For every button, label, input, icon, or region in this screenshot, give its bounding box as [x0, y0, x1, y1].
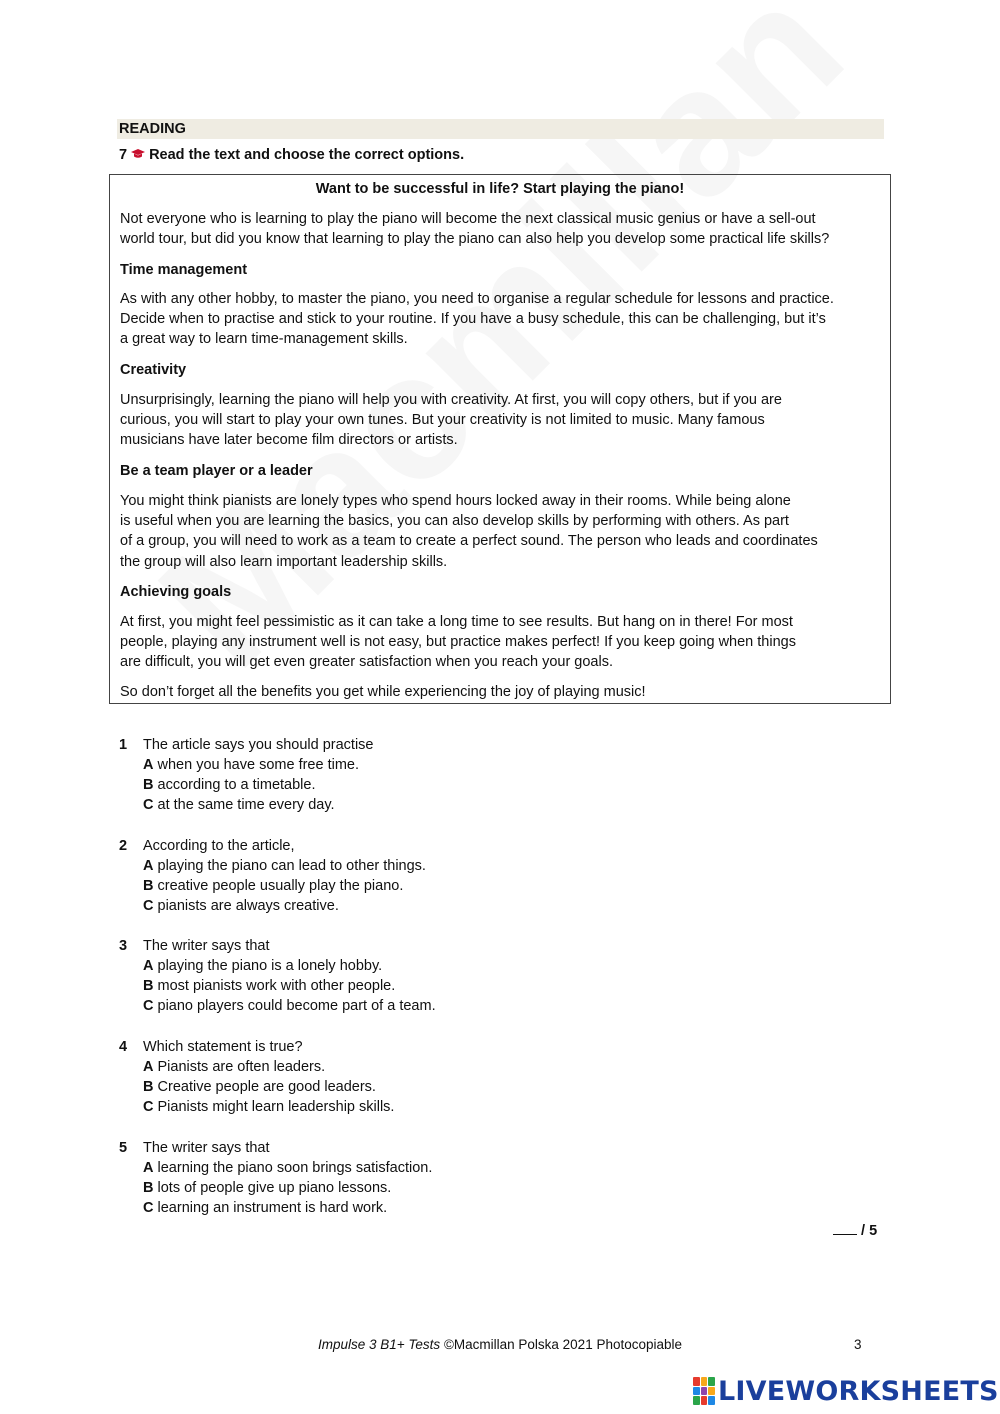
- paragraph-line: the group will also learn important leadership skills.: [120, 553, 448, 570]
- score-blank[interactable]: [833, 1220, 857, 1235]
- option-letter: B: [143, 1180, 154, 1196]
- paragraph-line: You might think pianists are lonely types who spend hours locked away in their rooms. While being alone: [120, 493, 791, 509]
- option-b[interactable]: [143, 775, 316, 795]
- heading-achieving-goals: Achieving goals: [120, 584, 232, 600]
- question-stem: The article says you should practise: [143, 737, 374, 753]
- footer-book-title: Impulse 3 B1+ Tests: [317, 1337, 441, 1352]
- paragraph-line: are difficult, you will get even greater satisfaction when you reach your goals.: [120, 654, 613, 671]
- option-text: at the same time every day.: [157, 797, 335, 813]
- paragraph-line: musicians have later become film directors or artists.: [120, 432, 458, 449]
- option-b[interactable]: [143, 976, 395, 996]
- option-text: pianists are always creative.: [157, 898, 339, 914]
- heading-team-player: Be a team player or a leader: [120, 463, 313, 479]
- section-label: READING: [117, 119, 884, 139]
- option-letter: B: [143, 1079, 154, 1095]
- article-intro-line: Not everyone who is learning to play the piano will become the next classical music genius or have a sell-out: [120, 211, 816, 227]
- article-intro: [120, 209, 890, 249]
- option-text: learning the piano soon brings satisfaction.: [157, 1160, 433, 1176]
- graduation-cap-icon: [131, 149, 145, 159]
- score-total: / 5: [861, 1223, 878, 1239]
- option-letter: A: [143, 757, 154, 773]
- paragraph-line: At first, you might feel pessimistic as it can take a long time to see results. But hang on in there! For most: [120, 614, 793, 630]
- option-letter: B: [143, 777, 154, 793]
- option-letter: C: [143, 797, 154, 813]
- paragraph-time-management: [120, 289, 890, 350]
- option-c[interactable]: [143, 996, 436, 1016]
- option-text: learning an instrument is hard work.: [157, 1200, 388, 1216]
- option-c[interactable]: [143, 1198, 387, 1218]
- question-stem: Which statement is true?: [143, 1039, 303, 1055]
- question-stem: According to the article,: [143, 838, 295, 854]
- question-number: 1: [119, 737, 128, 753]
- paragraph-line: Unsurprisingly, learning the piano will help you with creativity. At first, you will copy others, but if you are: [120, 392, 782, 408]
- page-footer: [0, 1336, 1000, 1354]
- option-text: Pianists might learn leadership skills.: [157, 1099, 395, 1115]
- heading-time-management: Time management: [120, 262, 248, 278]
- option-b[interactable]: [143, 1178, 391, 1198]
- article-title: Want to be successful in life? Start playing the piano!: [315, 181, 685, 197]
- paragraph-creativity: [120, 390, 890, 451]
- article-intro-line: world tour, but did you know that learning to play the piano can also help you develop some practical life skills?: [120, 231, 830, 248]
- paragraph-line: As with any other hobby, to master the piano, you need to organise a regular schedule for lessons and practice.: [120, 291, 834, 307]
- option-text: playing the piano can lead to other things.: [157, 858, 426, 874]
- option-letter: B: [143, 878, 154, 894]
- option-c[interactable]: [143, 896, 339, 916]
- task-number: 7: [119, 147, 128, 163]
- liveworksheets-logo: [693, 1374, 999, 1408]
- logo-blocks-icon: [693, 1377, 715, 1405]
- option-text: most pianists work with other people.: [157, 978, 396, 994]
- option-letter: C: [143, 898, 154, 914]
- question-number: 5: [119, 1140, 128, 1156]
- paragraph-line: is useful when you are learning the basics, you can also develop skills by performing with others. As part: [120, 513, 789, 530]
- option-text: piano players could become part of a team.: [157, 998, 436, 1014]
- option-text: Pianists are often leaders.: [157, 1059, 326, 1075]
- option-letter: A: [143, 958, 154, 974]
- question-number: 4: [119, 1039, 128, 1055]
- option-text: according to a timetable.: [157, 777, 316, 793]
- option-a[interactable]: [143, 755, 359, 775]
- heading-creativity: Creativity: [120, 362, 187, 378]
- option-c[interactable]: [143, 1097, 394, 1117]
- paragraph-line: of a group, you will need to work as a team to create a perfect sound. The person who leads and coordinates: [120, 533, 818, 550]
- paragraph-line: a great way to learn time-management skills.: [120, 331, 408, 348]
- question-number: 3: [119, 938, 128, 954]
- option-letter: A: [143, 1059, 154, 1075]
- task-text: Read the text and choose the correct options.: [149, 147, 465, 163]
- task-instruction: [119, 145, 464, 165]
- option-text: playing the piano is a lonely hobby.: [157, 958, 383, 974]
- option-letter: A: [143, 858, 154, 874]
- option-letter: C: [143, 1200, 154, 1216]
- option-a[interactable]: [143, 856, 426, 876]
- option-c[interactable]: [143, 795, 335, 815]
- question-stem: The writer says that: [143, 1140, 270, 1156]
- article-box: [109, 174, 891, 704]
- option-letter: C: [143, 1099, 154, 1115]
- paragraph-team-player: [120, 491, 890, 572]
- option-text: lots of people give up piano lessons.: [157, 1180, 392, 1196]
- option-text: Creative people are good leaders.: [157, 1079, 376, 1095]
- option-a[interactable]: [143, 1057, 325, 1077]
- option-b[interactable]: [143, 1077, 376, 1097]
- option-a[interactable]: [143, 1158, 432, 1178]
- logo-wordmark: LIVEWORKSHEETS: [718, 1375, 999, 1407]
- footer-copyright: ©Macmillan Polska 2021 Photocopiable: [443, 1337, 683, 1352]
- paragraph-line: people, playing any instrument well is not easy, but practice makes perfect! If you keep going when things: [120, 634, 796, 651]
- option-a[interactable]: [143, 956, 382, 976]
- article-closing: So don’t forget all the benefits you get while experiencing the joy of playing music!: [120, 684, 646, 700]
- option-letter: A: [143, 1160, 154, 1176]
- option-text: creative people usually play the piano.: [157, 878, 404, 894]
- paragraph-achieving-goals: [120, 612, 890, 673]
- score-box: [833, 1220, 877, 1241]
- option-letter: B: [143, 978, 154, 994]
- paragraph-line: Decide when to practise and stick to your routine. If you have a busy schedule, this can be challenging, but it’s: [120, 311, 826, 328]
- question-stem: The writer says that: [143, 938, 270, 954]
- page-number: 3: [854, 1337, 862, 1352]
- paragraph-line: curious, you will start to play your own tunes. But your creativity is not limited to music. Many famous: [120, 412, 765, 429]
- option-letter: C: [143, 998, 154, 1014]
- option-b[interactable]: [143, 876, 403, 896]
- question-number: 2: [119, 838, 128, 854]
- option-text: when you have some free time.: [157, 757, 360, 773]
